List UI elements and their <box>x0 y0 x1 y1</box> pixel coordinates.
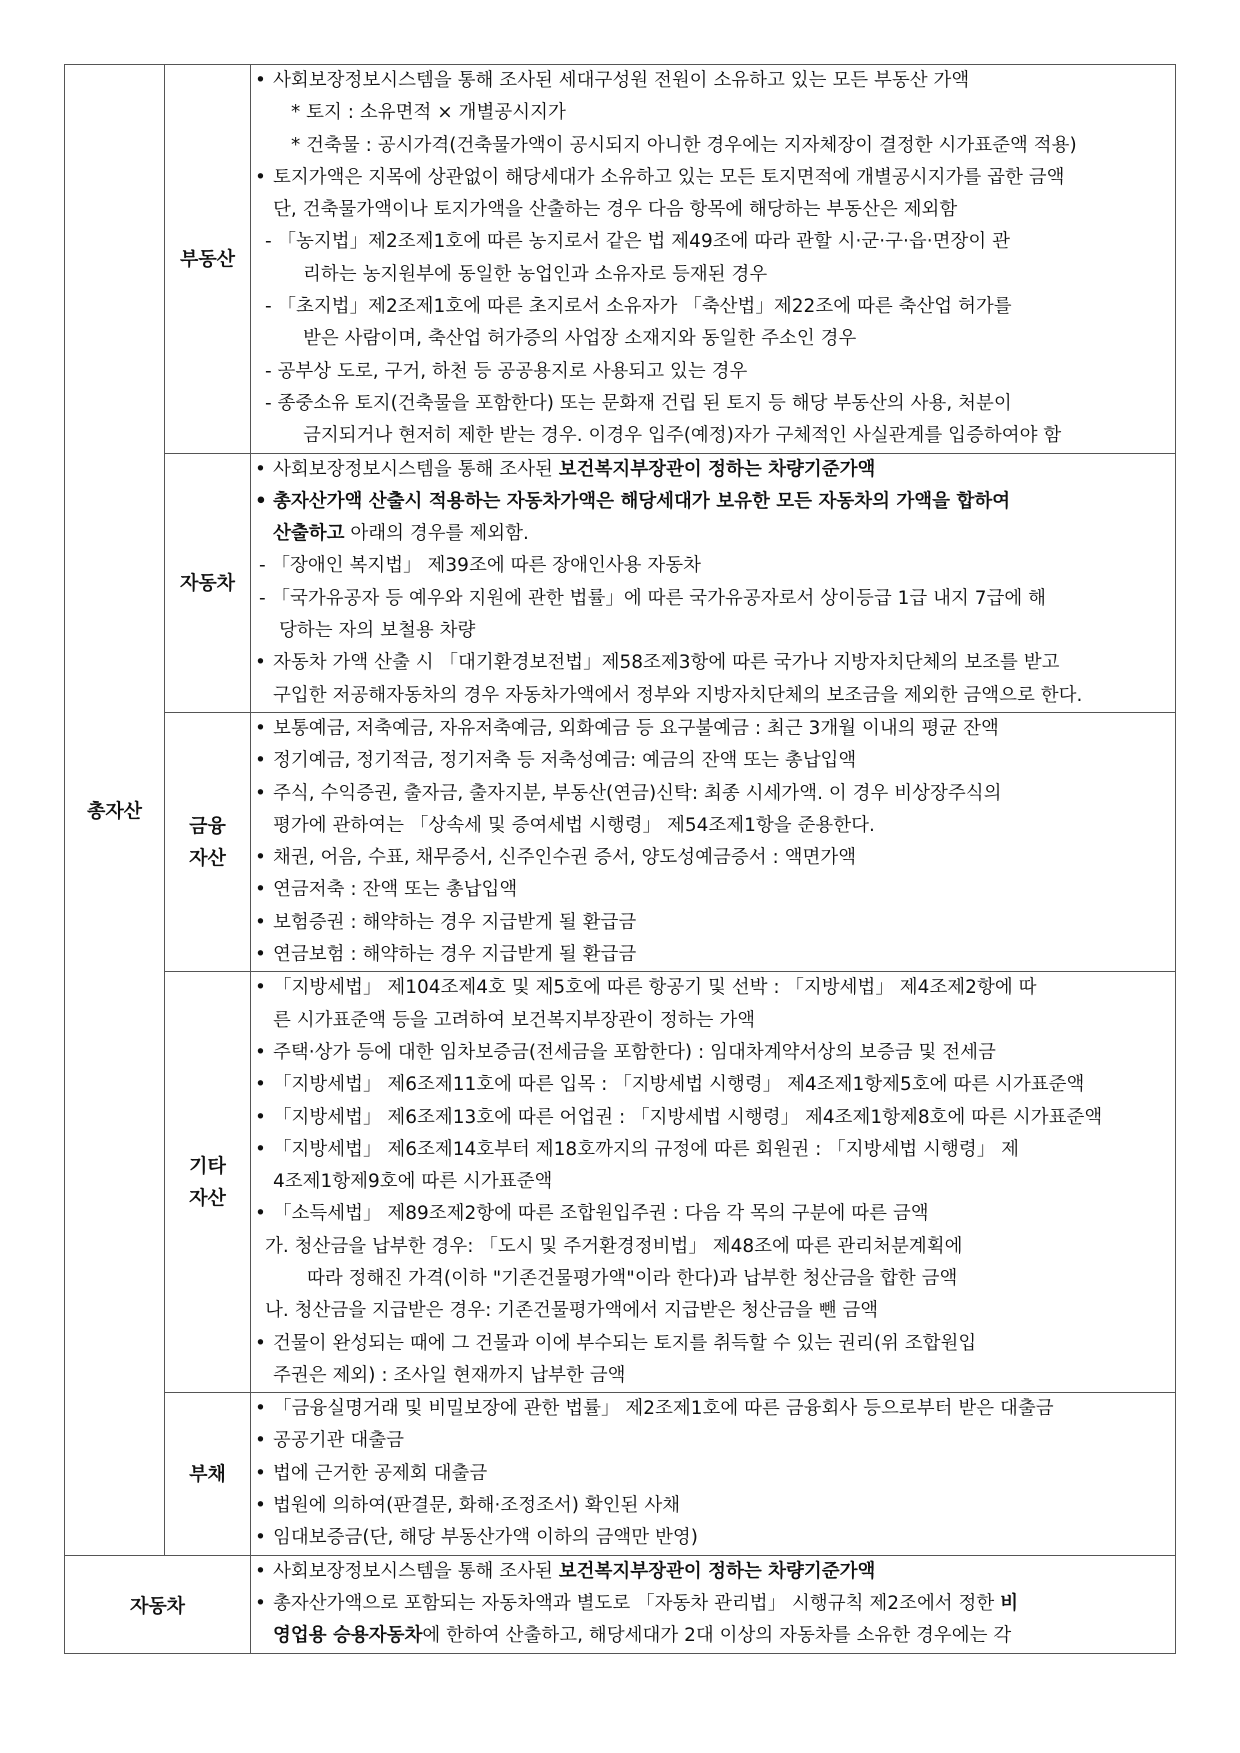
list-item: - 「농지법」제2조제1호에 따른 농지로서 같은 법 제49조에 따라 관할 시·군·구·읍·면장이 관 <box>265 231 1010 253</box>
list-item: • 사회보장정보시스템을 통해 조사된 세대구성원 전원이 소유하고 있는 모든 부동산 가액 <box>251 65 1175 97</box>
list-item: 단, 건축물가액이나 토지가액을 산출하는 경우 다음 항목에 해당하는 부동산은 제외함 <box>273 199 958 221</box>
list-item: • 토지가액은 지목에 상관없이 해당세대가 소유하고 있는 모든 토지면적에 개별공시지가를 곱한 금액 <box>251 162 1175 194</box>
list-item: • 「금융실명거래 및 비밀보장에 관한 법률」 제2조제1호에 따른 금융회사 등으로부터 받은 대출금 <box>251 1393 1175 1425</box>
list-item: • 채권, 어음, 수표, 채무증서, 신주인수권 증서, 양도성예금증서 : 액면가액 <box>251 842 1175 874</box>
list-item: • 주택·상가 등에 대한 임차보증금(전세금을 포함한다) : 임대차계약서상의 보증금 및 전세금 <box>251 1037 1175 1069</box>
list-item: - 「초지법」제2조제1호에 따른 초지로서 소유자가 「축산법」제22조에 따른 축산업 허가를 <box>265 296 1012 318</box>
list-item: 따라 정해진 가격(이하 "기존건물평가액"이라 한다)과 납부한 청산금을 합한 금액 <box>307 1267 958 1289</box>
list-item: • 「지방세법」 제6조제14호부터 제18호까지의 규정에 따른 회원권 : 「지방세법 시행령」 제 <box>251 1134 1175 1166</box>
list-item: 산출하고 아래의 경우를 제외함. <box>273 523 529 545</box>
list-item: 주권은 제외) : 조사일 현재까지 납부한 금액 <box>273 1364 626 1386</box>
list-item: • 「소득세법」 제89조제2항에 따른 조합원입주권 : 다음 각 목의 구분에 따른 금액 <box>251 1198 1175 1230</box>
list-item: - 종중소유 토지(건축물을 포함한다) 또는 문화재 건립 된 토지 등 해당 부동산의 사용, 처분이 <box>265 392 1012 414</box>
list-item: 리하는 농지원부에 동일한 농업인과 소유자로 등재된 경우 <box>303 263 768 285</box>
list-item: • 공공기관 대출금 <box>251 1425 1175 1457</box>
list-item: • 주식, 수익증권, 출자금, 출자지분, 부동산(연금)신탁: 최종 시세가액. 이 경우 비상장주식의 <box>251 778 1175 810</box>
row-real-estate <box>65 65 1176 454</box>
row-other-assets <box>65 972 1176 1393</box>
list-item: • 「지방세법」 제104조제4호 및 제5호에 따른 항공기 및 선박 : 「지방세법」 제4조제2항에 따 <box>251 972 1175 1004</box>
list-item: • 법원에 의하여(판결문, 화해·조정조서) 확인된 사채 <box>251 1490 1175 1522</box>
financial-assets-label: 금융 자산 <box>165 712 251 971</box>
list-item: 영업용 승용자동차에 한하여 산출하고, 해당세대가 2대 이상의 자동차를 소유한 경우에는 각 <box>273 1625 1012 1647</box>
list-item: • 법에 근거한 공제회 대출금 <box>251 1458 1175 1490</box>
list-item: 가. 청산금을 납부한 경우: 「도시 및 주거환경정비법」 제48조에 따른 관리처분계획에 <box>265 1235 963 1257</box>
row-vehicle <box>65 453 1176 712</box>
financial-assets-content <box>251 712 1176 971</box>
list-item: • 연금저축 : 잔액 또는 총납입액 <box>251 874 1175 906</box>
list-item: - 공부상 도로, 구거, 하천 등 공공용지로 사용되고 있는 경우 <box>265 360 748 382</box>
list-item: • 총자산가액으로 포함되는 자동차액과 별도로 「자동차 관리법」 시행규칙 제2조에서 정한 비 <box>251 1588 1175 1620</box>
list-item: • 자동차 가액 산출 시 「대기환경보전법」제58조제3항에 따른 국가나 지방자치단체의 보조를 받고 <box>251 647 1175 679</box>
list-item: 른 시가표준액 등을 고려하여 보건복지부장관이 정하는 가액 <box>273 1009 756 1031</box>
row-debt <box>65 1393 1176 1555</box>
list-item: 평가에 관하여는 「상속세 및 증여세법 시행령」 제54조제1항을 준용한다. <box>273 814 875 836</box>
other-assets-label: 기타 자산 <box>165 972 251 1393</box>
vehicle-content <box>251 453 1176 712</box>
real-estate-label: 부동산 <box>165 65 251 454</box>
list-item: • 보통예금, 저축예금, 자유저축예금, 외화예금 등 요구불예금 : 최근 3개월 이내의 평균 잔액 <box>251 713 1175 745</box>
list-item: • 정기예금, 정기적금, 정기저축 등 저축성예금: 예금의 잔액 또는 총납입액 <box>251 745 1175 777</box>
car-section-content <box>251 1555 1176 1653</box>
list-item: • 연금보험 : 해약하는 경우 지급받게 될 환급금 <box>251 939 1175 971</box>
list-item: 당하는 자의 보철용 차량 <box>279 620 476 642</box>
real-estate-content <box>251 65 1176 454</box>
list-item: • 임대보증금(단, 해당 부동산가액 이하의 금액만 반영) <box>251 1522 1175 1554</box>
list-item: • 사회보장정보시스템을 통해 조사된 보건복지부장관이 정하는 차량기준가액 <box>251 1556 1175 1588</box>
list-item: 4조제1항제9호에 따른 시가표준액 <box>273 1171 553 1193</box>
car-section-label: 자동차 <box>65 1555 251 1653</box>
total-assets-label: 총자산 <box>65 65 165 1556</box>
other-assets-content <box>251 972 1176 1393</box>
list-item: • 「지방세법」 제6조제11호에 따른 입목 : 「지방세법 시행령」 제4조제1항제5호에 따른 시가표준액 <box>251 1069 1175 1101</box>
list-item: • 보험증권 : 해약하는 경우 지급받게 될 환급금 <box>251 907 1175 939</box>
list-item: - 「장애인 복지법」 제39조에 따른 장애인사용 자동차 <box>259 555 702 577</box>
list-item: * 건축물 : 공시가격(건축물가액이 공시되지 아니한 경우에는 지자체장이 결정한 시가표준액 적용) <box>291 134 1077 156</box>
row-car-section <box>65 1555 1176 1653</box>
debt-content <box>251 1393 1176 1555</box>
asset-criteria-table <box>64 64 1176 1654</box>
list-item: • 건물이 완성되는 때에 그 건물과 이에 부수되는 토지를 취득할 수 있는 권리(위 조합원입 <box>251 1328 1175 1360</box>
list-item: * 토지 : 소유면적 × 개별공시지가 <box>291 102 566 124</box>
list-item: 구입한 저공해자동차의 경우 자동차가액에서 정부와 지방자치단체의 보조금을 제외한 금액으로 한다. <box>273 684 1083 706</box>
list-item: • 총자산가액 산출시 적용하는 자동차가액은 해당세대가 보유한 모든 자동차의 가액을 합하여 <box>251 486 1175 518</box>
debt-label: 부채 <box>165 1393 251 1555</box>
list-item: • 「지방세법」 제6조제13호에 따른 어업권 : 「지방세법 시행령」 제4조제1항제8호에 따른 시가표준액 <box>251 1102 1175 1134</box>
list-item: 나. 청산금을 지급받은 경우: 기존건물평가액에서 지급받은 청산금을 뺀 금액 <box>265 1300 879 1322</box>
list-item: 받은 사람이며, 축산업 허가증의 사업장 소재지와 동일한 주소인 경우 <box>303 328 857 350</box>
vehicle-label: 자동차 <box>165 453 251 712</box>
list-item: 금지되거나 현저히 제한 받는 경우. 이경우 입주(예정)자가 구체적인 사실관계를 입증하여야 함 <box>303 425 1062 447</box>
list-item: • 사회보장정보시스템을 통해 조사된 보건복지부장관이 정하는 차량기준가액 <box>251 454 1175 486</box>
list-item: - 「국가유공자 등 예우와 지원에 관한 법률」에 따른 국가유공자로서 상이등급 1급 내지 7급에 해 <box>259 587 1047 609</box>
row-financial-assets <box>65 712 1176 971</box>
